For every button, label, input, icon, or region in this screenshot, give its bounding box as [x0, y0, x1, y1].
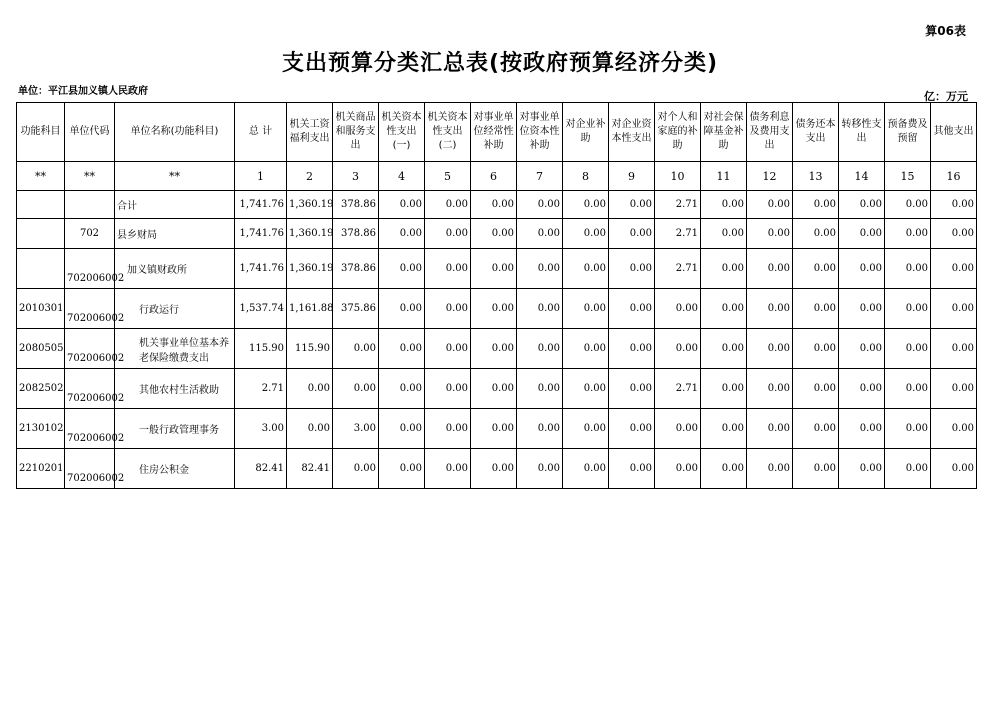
- table-row: [17, 449, 977, 489]
- table-row: [17, 191, 977, 219]
- amount-cell: 0.00: [471, 369, 517, 409]
- amount-cell: 0.00: [379, 219, 425, 249]
- amount-cell: 0.00: [931, 219, 977, 249]
- amount-cell: 0.00: [885, 329, 931, 369]
- column-index: 8: [563, 162, 609, 191]
- unit-name-cell: 其他农村生活救助: [115, 369, 235, 409]
- amount-cell: 0.00: [793, 191, 839, 219]
- amount-cell: 0.00: [747, 191, 793, 219]
- amount-cell: 1,741.76: [235, 219, 287, 249]
- table-row: [17, 329, 977, 369]
- amount-cell: 0.00: [839, 449, 885, 489]
- amount-cell: 0.00: [609, 249, 655, 289]
- amount-cell: 1,161.88: [287, 289, 333, 329]
- amount-cell: 0.00: [747, 449, 793, 489]
- amount-cell: 0.00: [471, 219, 517, 249]
- column-index: **: [115, 162, 235, 191]
- amount-cell: 0.00: [931, 449, 977, 489]
- amount-cell: 0.00: [563, 409, 609, 449]
- amount-cell: 0.00: [517, 449, 563, 489]
- column-header: 单位名称(功能科目): [115, 103, 235, 162]
- amount-cell: 0.00: [701, 249, 747, 289]
- amount-cell: 0.00: [379, 191, 425, 219]
- amount-cell: 0.00: [609, 329, 655, 369]
- amount-cell: 2.71: [655, 249, 701, 289]
- amount-cell: 0.00: [885, 449, 931, 489]
- amount-cell: 1,537.74: [235, 289, 287, 329]
- header-row: [17, 103, 977, 162]
- unit-code-cell: 702006002: [65, 369, 115, 409]
- amount-cell: 0.00: [287, 369, 333, 409]
- amount-cell: 0.00: [379, 289, 425, 329]
- amount-cell: 0.00: [839, 191, 885, 219]
- column-header: 机关工资福利支出: [287, 103, 333, 162]
- amount-cell: 0.00: [471, 249, 517, 289]
- amount-cell: 2.71: [655, 219, 701, 249]
- column-index: 5: [425, 162, 471, 191]
- amount-cell: 3.00: [333, 409, 379, 449]
- amount-cell: 0.00: [425, 329, 471, 369]
- function-code-cell: 2130102: [17, 409, 65, 449]
- column-header: 转移性支出: [839, 103, 885, 162]
- unit-name-cell: 加义镇财政所: [115, 249, 235, 289]
- amount-cell: 0.00: [563, 191, 609, 219]
- amount-cell: 0.00: [885, 369, 931, 409]
- amount-cell: 115.90: [235, 329, 287, 369]
- amount-cell: 0.00: [931, 329, 977, 369]
- amount-cell: 0.00: [931, 289, 977, 329]
- amount-cell: 0.00: [701, 369, 747, 409]
- column-header: 总 计: [235, 103, 287, 162]
- amount-cell: 0.00: [701, 449, 747, 489]
- amount-cell: 0.00: [379, 329, 425, 369]
- function-code-cell: 2080505: [17, 329, 65, 369]
- amount-cell: 0.00: [379, 369, 425, 409]
- amount-cell: 0.00: [885, 219, 931, 249]
- amount-cell: 0.00: [517, 191, 563, 219]
- amount-cell: 82.41: [287, 449, 333, 489]
- amount-cell: 0.00: [379, 249, 425, 289]
- column-index: 3: [333, 162, 379, 191]
- unit-name-cell: 行政运行: [115, 289, 235, 329]
- column-index: 2: [287, 162, 333, 191]
- amount-cell: 0.00: [793, 219, 839, 249]
- column-index: 13: [793, 162, 839, 191]
- amount-cell: 82.41: [235, 449, 287, 489]
- amount-cell: 0.00: [655, 449, 701, 489]
- amount-cell: 0.00: [517, 219, 563, 249]
- column-header: 其他支出: [931, 103, 977, 162]
- amount-cell: 0.00: [747, 219, 793, 249]
- amount-cell: 0.00: [885, 409, 931, 449]
- amount-cell: 0.00: [931, 409, 977, 449]
- amount-cell: 0.00: [287, 409, 333, 449]
- unit-code-cell: 702: [65, 219, 115, 249]
- column-index: 11: [701, 162, 747, 191]
- amount-cell: 0.00: [425, 219, 471, 249]
- column-index: 14: [839, 162, 885, 191]
- amount-cell: 0.00: [379, 409, 425, 449]
- amount-cell: 375.86: [333, 289, 379, 329]
- amount-cell: 115.90: [287, 329, 333, 369]
- amount-cell: 0.00: [609, 409, 655, 449]
- amount-cell: 0.00: [839, 409, 885, 449]
- column-index: 6: [471, 162, 517, 191]
- amount-cell: 0.00: [517, 249, 563, 289]
- unit-code-cell: 702006002: [65, 329, 115, 369]
- unit-name-cell: 合计: [115, 191, 235, 219]
- amount-cell: 0.00: [379, 449, 425, 489]
- column-index: 1: [235, 162, 287, 191]
- table-row: [17, 249, 977, 289]
- column-header: 单位代码: [65, 103, 115, 162]
- amount-cell: 0.00: [425, 289, 471, 329]
- unit-code-cell: [65, 191, 115, 219]
- amount-cell: 0.00: [425, 191, 471, 219]
- column-header: 对个人和家庭的补助: [655, 103, 701, 162]
- amount-cell: 0.00: [563, 449, 609, 489]
- amount-cell: 0.00: [655, 289, 701, 329]
- amount-cell: 0.00: [563, 219, 609, 249]
- amount-cell: 0.00: [471, 329, 517, 369]
- table-number-label: 算06表: [925, 24, 966, 38]
- amount-cell: 0.00: [517, 289, 563, 329]
- organization-label: 单位：平江县加义镇人民政府: [18, 86, 148, 97]
- amount-cell: 3.00: [235, 409, 287, 449]
- unit-code-cell: 702006002: [65, 409, 115, 449]
- amount-cell: 0.00: [839, 219, 885, 249]
- amount-cell: 0.00: [655, 409, 701, 449]
- amount-cell: 0.00: [701, 329, 747, 369]
- amount-cell: 0.00: [747, 369, 793, 409]
- amount-cell: 0.00: [609, 369, 655, 409]
- column-header: 预备费及预留: [885, 103, 931, 162]
- function-code-cell: 2010301: [17, 289, 65, 329]
- column-header: 对事业单位资本性补助: [517, 103, 563, 162]
- amount-cell: 0.00: [471, 449, 517, 489]
- amount-cell: 0.00: [609, 449, 655, 489]
- unit-name-cell: 机关事业单位基本养老保险缴费支出: [115, 329, 235, 369]
- column-index: 4: [379, 162, 425, 191]
- amount-cell: 0.00: [931, 249, 977, 289]
- amount-cell: 0.00: [609, 289, 655, 329]
- amount-cell: 0.00: [425, 449, 471, 489]
- amount-cell: 0.00: [517, 369, 563, 409]
- column-index: 12: [747, 162, 793, 191]
- column-index: 7: [517, 162, 563, 191]
- amount-cell: 0.00: [793, 449, 839, 489]
- budget-table: [16, 102, 977, 489]
- amount-cell: 0.00: [839, 289, 885, 329]
- amount-cell: 378.86: [333, 249, 379, 289]
- amount-cell: 0.00: [425, 249, 471, 289]
- amount-cell: 0.00: [701, 409, 747, 449]
- column-header: 对事业单位经常性补助: [471, 103, 517, 162]
- amount-cell: 0.00: [563, 249, 609, 289]
- column-header: 对社会保障基金补助: [701, 103, 747, 162]
- amount-cell: 0.00: [885, 249, 931, 289]
- currency-unit-label: 亿：万元: [924, 90, 968, 103]
- column-header: 机关资本性支出(二): [425, 103, 471, 162]
- column-header: 功能科目: [17, 103, 65, 162]
- amount-cell: 0.00: [517, 329, 563, 369]
- amount-cell: 0.00: [885, 289, 931, 329]
- unit-code-cell: 702006002: [65, 449, 115, 489]
- amount-cell: 0.00: [931, 191, 977, 219]
- amount-cell: 0.00: [471, 409, 517, 449]
- unit-name-cell: 县乡财局: [115, 219, 235, 249]
- amount-cell: 0.00: [563, 289, 609, 329]
- amount-cell: 0.00: [793, 409, 839, 449]
- amount-cell: 0.00: [425, 369, 471, 409]
- column-index: **: [17, 162, 65, 191]
- amount-cell: 0.00: [701, 191, 747, 219]
- amount-cell: 0.00: [839, 329, 885, 369]
- function-code-cell: [17, 249, 65, 289]
- amount-cell: 0.00: [609, 219, 655, 249]
- amount-cell: 0.00: [655, 329, 701, 369]
- amount-cell: 0.00: [885, 191, 931, 219]
- amount-cell: 0.00: [471, 289, 517, 329]
- amount-cell: 0.00: [839, 369, 885, 409]
- amount-cell: 378.86: [333, 191, 379, 219]
- amount-cell: 1,741.76: [235, 249, 287, 289]
- table-row: [17, 369, 977, 409]
- table-row: [17, 409, 977, 449]
- column-index: **: [65, 162, 115, 191]
- column-header: 债务利息及费用支出: [747, 103, 793, 162]
- amount-cell: 1,360.19: [287, 219, 333, 249]
- amount-cell: 1,360.19: [287, 249, 333, 289]
- amount-cell: 0.00: [747, 289, 793, 329]
- amount-cell: 2.71: [655, 191, 701, 219]
- amount-cell: 0.00: [609, 191, 655, 219]
- amount-cell: 2.71: [235, 369, 287, 409]
- function-code-cell: 2210201: [17, 449, 65, 489]
- amount-cell: 0.00: [425, 409, 471, 449]
- column-header: 机关商品和服务支出: [333, 103, 379, 162]
- amount-cell: 0.00: [471, 191, 517, 219]
- amount-cell: 0.00: [333, 329, 379, 369]
- table-row: [17, 289, 977, 329]
- column-header: 对企业资本性支出: [609, 103, 655, 162]
- amount-cell: 0.00: [793, 369, 839, 409]
- amount-cell: 0.00: [747, 409, 793, 449]
- column-header: 债务还本支出: [793, 103, 839, 162]
- amount-cell: 0.00: [931, 369, 977, 409]
- unit-name-cell: 一般行政管理事务: [115, 409, 235, 449]
- amount-cell: 0.00: [563, 329, 609, 369]
- amount-cell: 1,741.76: [235, 191, 287, 219]
- unit-code-cell: 702006002: [65, 289, 115, 329]
- amount-cell: 1,360.19: [287, 191, 333, 219]
- column-header: 对企业补助: [563, 103, 609, 162]
- amount-cell: 2.71: [655, 369, 701, 409]
- column-index: 9: [609, 162, 655, 191]
- amount-cell: 378.86: [333, 219, 379, 249]
- unit-name-cell: 住房公积金: [115, 449, 235, 489]
- page-title: 支出预算分类汇总表(按政府预算经济分类): [281, 51, 719, 76]
- amount-cell: 0.00: [701, 289, 747, 329]
- amount-cell: 0.00: [333, 369, 379, 409]
- amount-cell: 0.00: [333, 449, 379, 489]
- function-code-cell: 2082502: [17, 369, 65, 409]
- amount-cell: 0.00: [793, 289, 839, 329]
- amount-cell: 0.00: [839, 249, 885, 289]
- amount-cell: 0.00: [563, 369, 609, 409]
- amount-cell: 0.00: [747, 249, 793, 289]
- column-index: 15: [885, 162, 931, 191]
- amount-cell: 0.00: [793, 329, 839, 369]
- column-index: 10: [655, 162, 701, 191]
- amount-cell: 0.00: [517, 409, 563, 449]
- index-row: [17, 162, 977, 191]
- column-header: 机关资本性支出(一): [379, 103, 425, 162]
- table-row: [17, 219, 977, 249]
- amount-cell: 0.00: [747, 329, 793, 369]
- amount-cell: 0.00: [793, 249, 839, 289]
- function-code-cell: [17, 219, 65, 249]
- amount-cell: 0.00: [701, 219, 747, 249]
- function-code-cell: [17, 191, 65, 219]
- column-index: 16: [931, 162, 977, 191]
- unit-code-cell: 702006002: [65, 249, 115, 289]
